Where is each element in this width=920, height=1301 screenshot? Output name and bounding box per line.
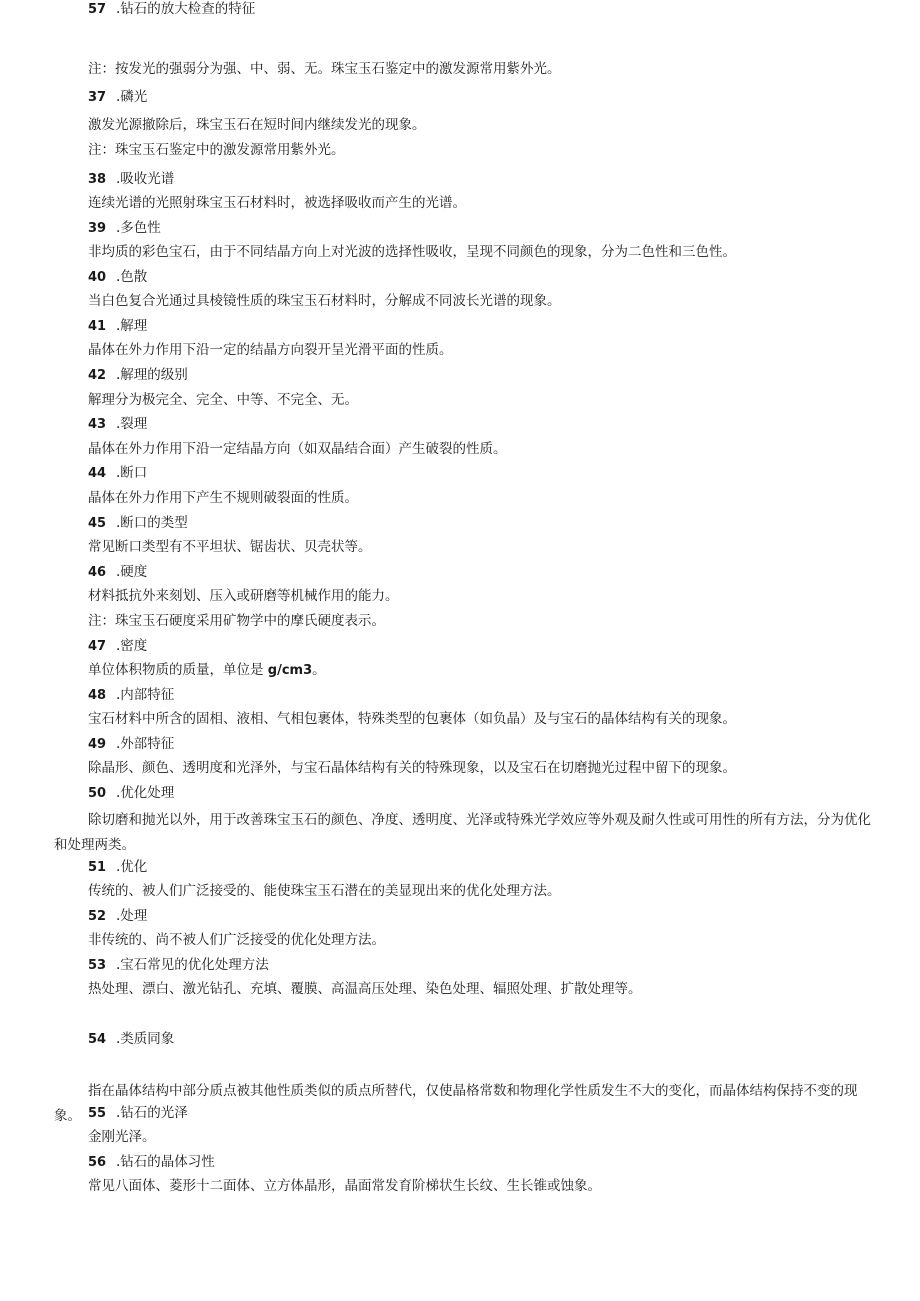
term-heading [88, 563, 880, 582]
term-title: .色散 [116, 269, 148, 285]
definition-text: 非均质的彩色宝石，由于不同结晶方向上对光波的选择性吸收，呈现不同颜色的现象，分为二色性和三色性。 [88, 244, 736, 260]
definition-text: 除晶形、颜色、透明度和光泽外，与宝石晶体结构有关的特殊现象，以及宝石在切磨抛光过程中留下的现象。 [88, 760, 736, 776]
definition-text [88, 661, 880, 680]
term-title: .解理的级别 [116, 367, 188, 383]
term-number: 56 [88, 1155, 107, 1170]
term-heading [88, 366, 880, 385]
term-heading [88, 784, 880, 803]
term-title: .优化处理 [116, 785, 175, 801]
term-title: .多色性 [116, 220, 161, 236]
unit-label: g/cm3 [267, 663, 313, 678]
term-title: .处理 [116, 908, 148, 924]
term-heading [88, 0, 880, 19]
definition-text: 金刚光泽。 [88, 1129, 156, 1145]
term-title: .类质同象 [116, 1031, 175, 1047]
note-text: 注：珠宝玉石硬度采用矿物学中的摩氏硬度表示。 [88, 613, 385, 629]
term-title: .断口 [116, 465, 148, 481]
term-number: 55 [88, 1106, 107, 1121]
definition-text: 当白色复合光通过具棱镜性质的珠宝玉石材料时，分解成不同波长光谱的现象。 [88, 293, 561, 309]
definition-text: 除切磨和抛光以外，用于改善珠宝玉石的颜色、净度、透明度、光泽或特殊光学效应等外观及耐久性或可用性的所有方法，分为优化和处理两类。 [54, 812, 871, 853]
term-number: 57 [88, 2, 107, 17]
term-number: 41 [88, 319, 107, 334]
term-heading [88, 956, 880, 975]
term-heading [88, 464, 880, 483]
definition-text: 宝石材料中所含的固相、液相、气相包裹体，特殊类型的包裹体（如负晶）及与宝石的晶体结构有关的现象。 [88, 711, 736, 727]
term-title: .外部特征 [116, 736, 175, 752]
definition-text: 晶体在外力作用下沿一定的结晶方向裂开呈光滑平面的性质。 [88, 342, 453, 358]
term-number: 48 [88, 688, 107, 703]
term-heading [88, 637, 880, 656]
term-number: 46 [88, 565, 107, 580]
term-title: .断口的类型 [116, 515, 188, 531]
term-heading [88, 858, 880, 877]
definition-text: 解理分为极完全、完全、中等、不完全、无。 [88, 392, 358, 408]
definition-text: 热处理、漂白、激光钻孔、充填、覆膜、高温高压处理、染色处理、辐照处理、扩散处理等。 [88, 981, 642, 997]
term-title: .硬度 [116, 564, 148, 580]
term-heading [88, 170, 880, 189]
definition-text: 材料抵抗外来刻划、压入或研磨等机械作用的能力。 [88, 588, 399, 604]
term-heading [88, 1104, 880, 1123]
term-heading [88, 907, 880, 926]
term-heading [88, 88, 880, 107]
definition-text: 激发光源撤除后，珠宝玉石在短时间内继续发光的现象。 [88, 117, 426, 133]
term-title: .钻石的光泽 [116, 1105, 188, 1121]
term-heading [88, 415, 880, 434]
term-title: .解理 [116, 318, 148, 334]
definition-text: 常见八面体、菱形十二面体、立方体晶形，晶面常发育阶梯状生长纹、生长锥或蚀象。 [88, 1178, 601, 1194]
term-title: .裂理 [116, 416, 148, 432]
term-heading [88, 317, 880, 336]
definition-text: 传统的、被人们广泛接受的、能使珠宝玉石潜在的美显现出来的优化处理方法。 [88, 883, 561, 899]
definition-text: 指在晶体结构中部分质点被其他性质类似的质点所替代，仅使晶格常数和物理化学性质发生不大的变化，而晶体结构保持不变的现象。 [54, 1083, 858, 1124]
term-title: .吸收光谱 [116, 171, 175, 187]
term-number: 38 [88, 172, 107, 187]
definition-body: 单位体积物质的质量，单位是 [88, 662, 268, 678]
term-title: .钻石的放大检查的特征 [116, 1, 256, 17]
definition-tail: 。 [312, 662, 326, 678]
term-number: 44 [88, 466, 107, 481]
term-number: 47 [88, 639, 107, 654]
term-number: 51 [88, 860, 107, 875]
definition-text: 非传统的、尚不被人们广泛接受的优化处理方法。 [88, 932, 385, 948]
term-title: .钻石的晶体习性 [116, 1154, 215, 1170]
term-heading [88, 1030, 880, 1049]
term-number: 53 [88, 958, 107, 973]
term-heading [88, 219, 880, 238]
term-heading [88, 268, 880, 287]
term-number: 39 [88, 221, 107, 236]
term-number: 52 [88, 909, 107, 924]
definition-text: 连续光谱的光照射珠宝玉石材料时，被选择吸收而产生的光谱。 [88, 195, 466, 211]
term-number: 54 [88, 1032, 107, 1047]
term-number: 50 [88, 786, 107, 801]
term-title: .磷光 [116, 89, 148, 105]
term-heading [88, 735, 880, 754]
term-number: 43 [88, 417, 107, 432]
term-title: .宝石常见的优化处理方法 [116, 957, 269, 973]
term-number: 45 [88, 516, 107, 531]
term-title: .内部特征 [116, 687, 175, 703]
note-text: 注：按发光的强弱分为强、中、弱、无。珠宝玉石鉴定中的激发源常用紫外光。 [88, 61, 561, 77]
term-heading [88, 1153, 880, 1172]
term-title: .密度 [116, 638, 148, 654]
term-title: .优化 [116, 859, 148, 875]
term-heading [88, 686, 880, 705]
definition-text: 常见断口类型有不平坦状、锯齿状、贝壳状等。 [88, 539, 372, 555]
term-number: 37 [88, 90, 107, 105]
note-text: 注：珠宝玉石鉴定中的激发源常用紫外光。 [88, 142, 345, 158]
term-heading [88, 514, 880, 533]
term-number: 40 [88, 270, 107, 285]
term-number: 42 [88, 368, 107, 383]
definition-text: 晶体在外力作用下产生不规则破裂面的性质。 [88, 490, 358, 506]
definition-text: 晶体在外力作用下沿一定结晶方向（如双晶结合面）产生破裂的性质。 [88, 441, 507, 457]
term-number: 49 [88, 737, 107, 752]
